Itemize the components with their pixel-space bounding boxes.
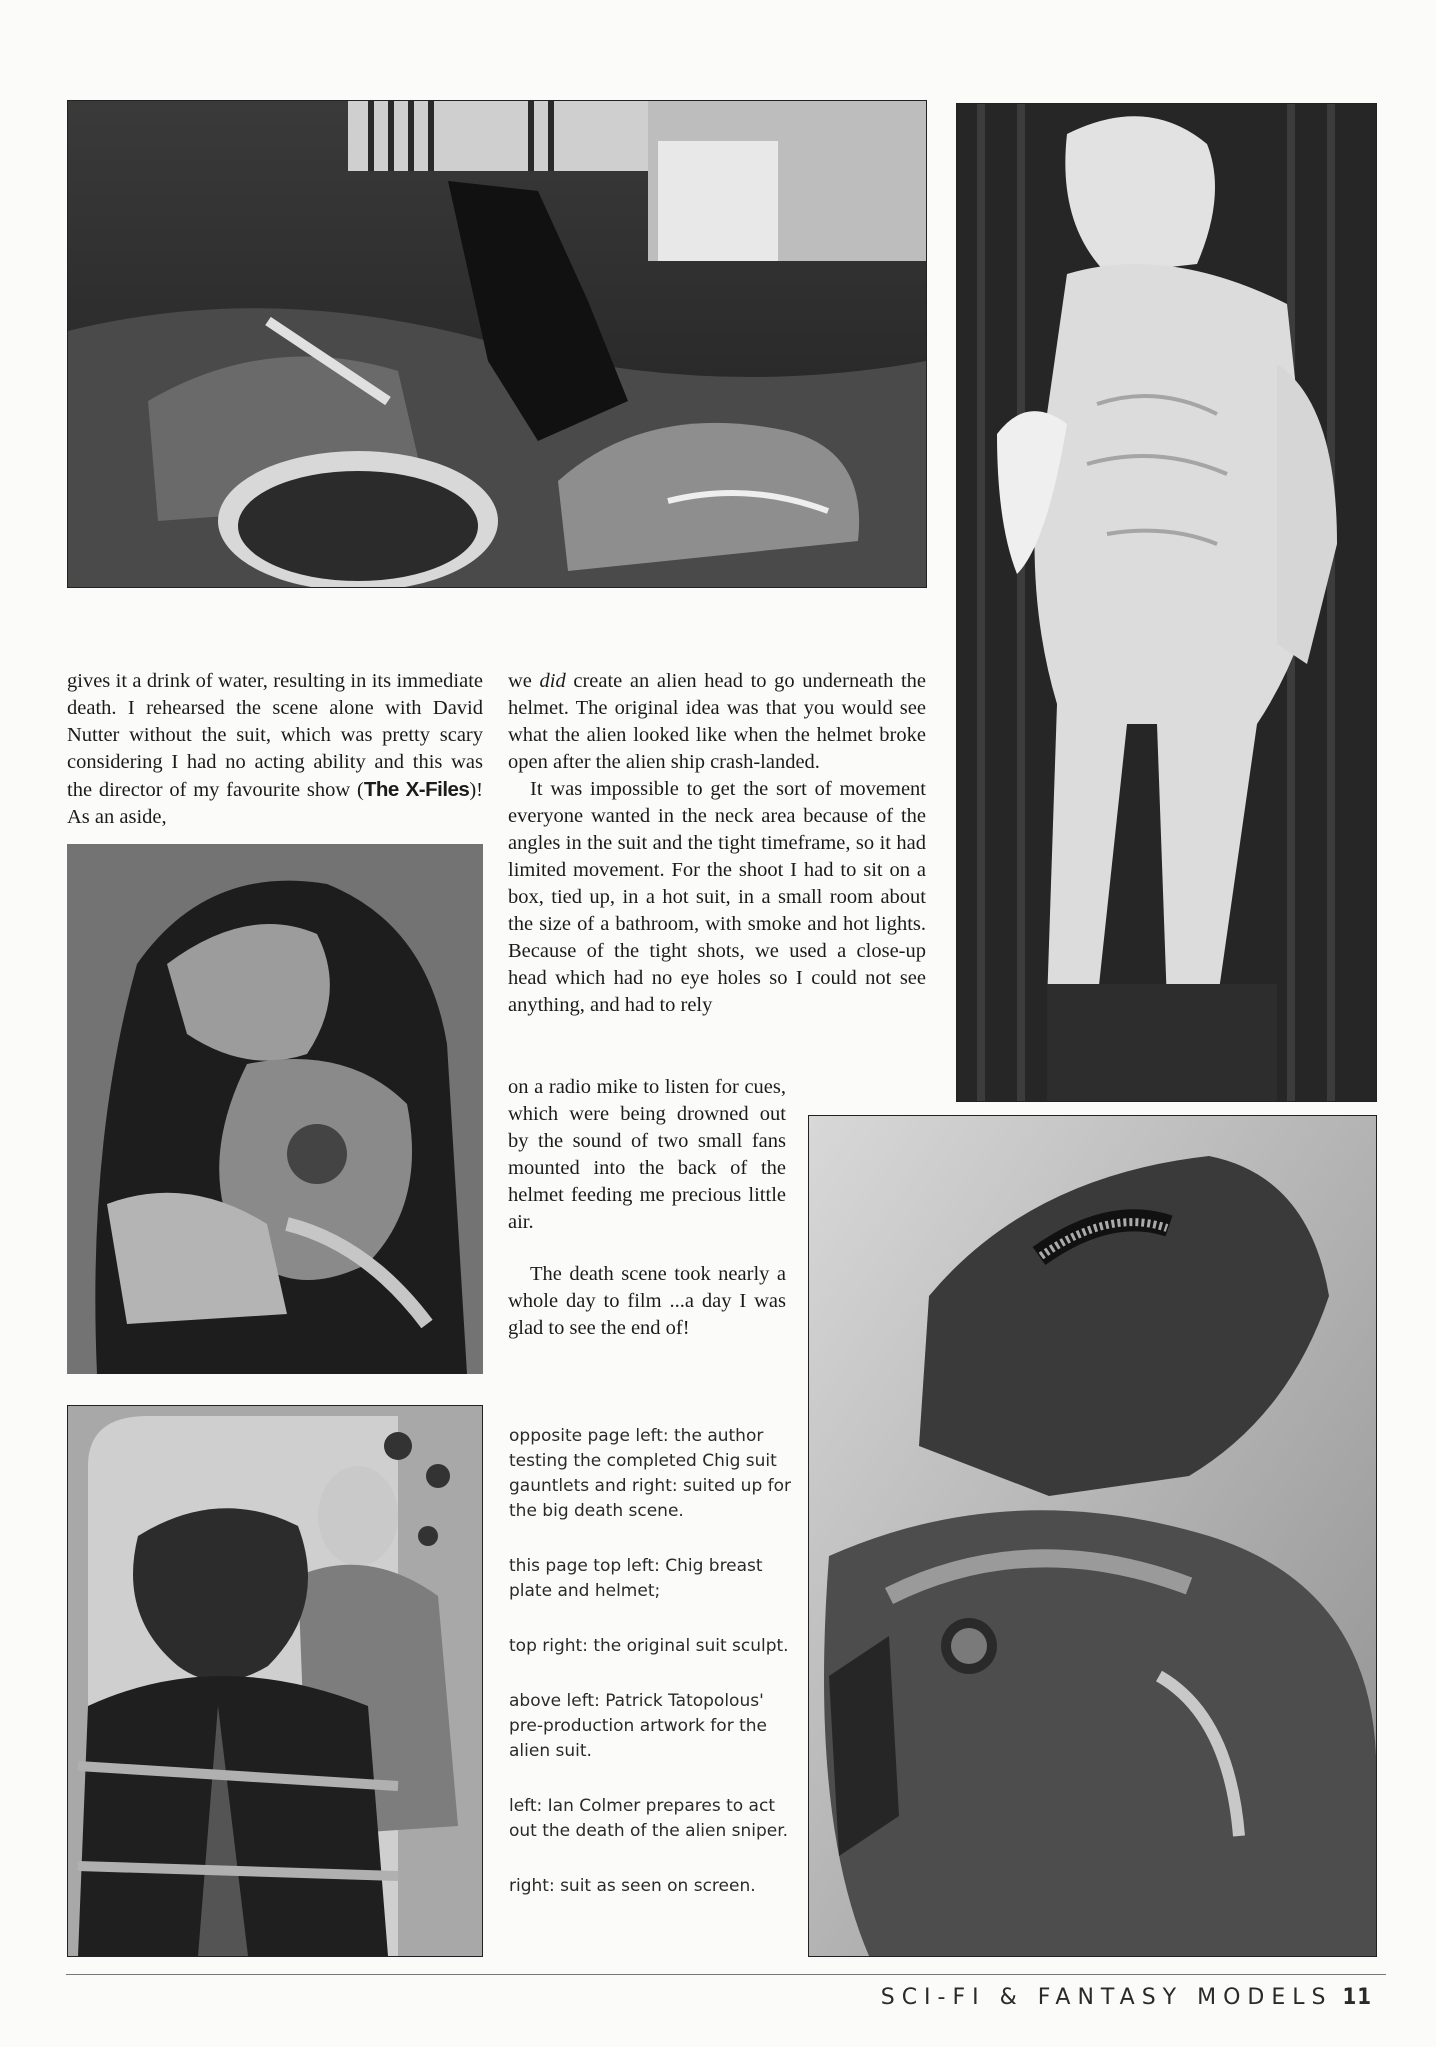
caption: right: suit as seen on screen. [509,1876,756,1896]
paragraph-right-2: It was impossible to get the sort of movement everyone wanted in the neck area because of the angles in the suit and the tight timeframe, so it had limited movement. For the shoot I had to sit on a box, tied up, in a hot suit, in a small room about the size of a bathroom, with smoke and hot lights. Because of the tight shots, we used a close-up head which had no eye holes so I could not see anything, and had to rely [508,778,926,1016]
footer-rule [66,1974,1386,1975]
paragraph-left-1: gives it a drink of water, resulting in its immediate death. I rehearsed the scene alone with David Nutter without the suit, which was pretty scary considering I had no acting ability and this was the director of my favourite show (The X-Files)! As an aside, [67,670,483,828]
caption: this page top left: Chig breast plate and helmet; [509,1556,763,1601]
page-footer [881,1985,1372,2010]
magazine-name: SCI-FI & FANTASY MODELS [880,1985,1333,2010]
show-title: The X-Files [363,778,470,801]
caption: above left: Patrick Tatopolous' pre-production artwork for the alien suit. [509,1691,767,1761]
caption: left: Ian Colmer prepares to act out the death of the alien sniper. [509,1796,789,1841]
caption: opposite page left: the author testing the completed Chig suit gauntlets and right: suited up for the big death scene. [509,1426,792,1521]
photo-preproduction-artwork [67,844,483,1374]
paragraph-right-2-cont: on a radio mike to listen for cues, which were being drowned out by the sound of two small fans mounted into the back of the helmet feeding me precious little air. [508,1076,786,1233]
photo-ian-colmer [67,1405,483,1957]
paragraph-right-3: The death scene took nearly a whole day to film ...a day I was glad to see the end of! [508,1263,786,1339]
caption: top right: the original suit sculpt. [509,1636,789,1656]
photo-original-suit-sculpt [956,103,1377,1102]
text-column-left [67,668,483,831]
photo-captions [509,1424,799,1929]
photo-breast-plate-helmet [67,100,927,588]
text-column-right-narrow [508,1074,786,1342]
paragraph-right-1: we did create an alien head to go underneath the helmet. The original idea was that you would see what the alien looked like when the helmet broke open after the alien ship crash-landed. [508,670,926,773]
page-number: 11 [1342,1985,1372,2010]
text-column-right [508,668,926,1019]
photo-suit-on-screen [808,1115,1377,1957]
